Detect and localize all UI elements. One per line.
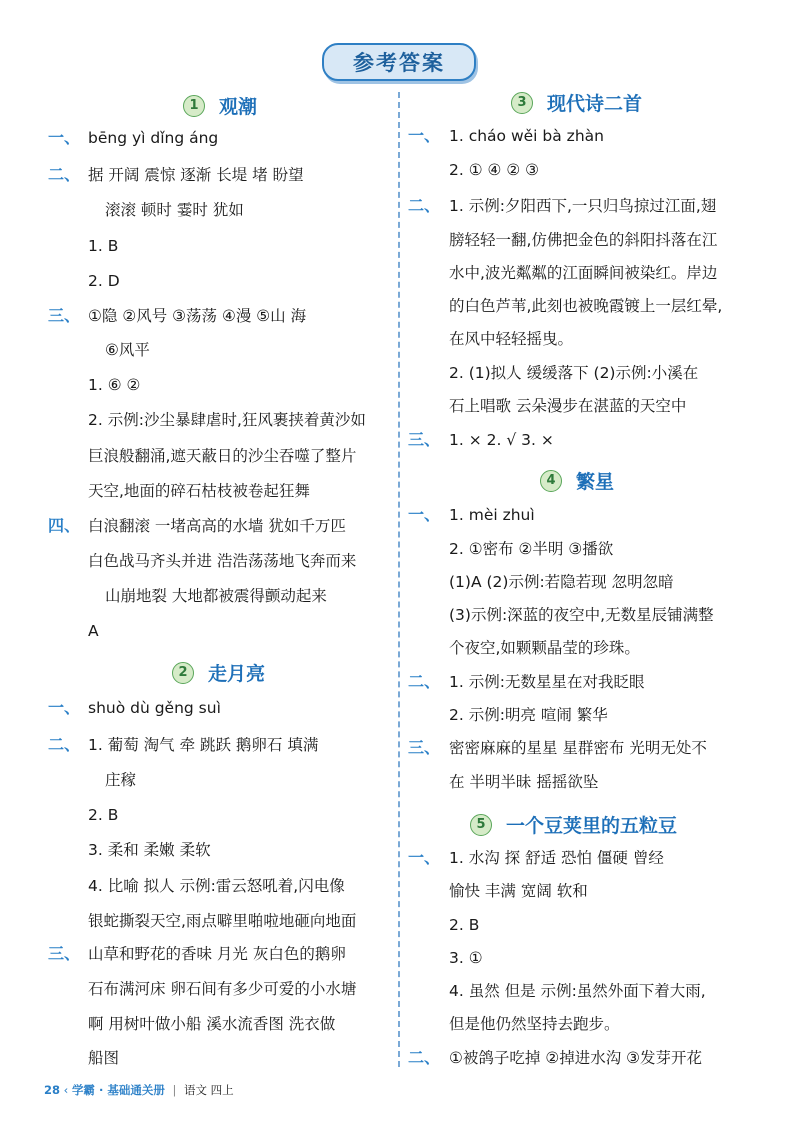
answer-line: 2. ① ④ ② ③ xyxy=(449,161,540,179)
answer-line: 2. (1)拟人 缓缓落下 (2)示例:小溪在 xyxy=(449,364,699,382)
answer-line: 山崩地裂 大地都被震得颤动起来 xyxy=(105,587,327,605)
answer-line: 山草和野花的香味 月光 灰白色的鹅卵 xyxy=(88,945,346,963)
answer-line: (3)示例:深蓝的夜空中,无数星辰铺满整 xyxy=(449,606,714,624)
answer-line: 在 半明半昧 摇摇欲坠 xyxy=(449,773,599,791)
answer-line: 4. 虽然 但是 示例:虽然外面下着大雨, xyxy=(449,982,706,1000)
section-title: 繁星 xyxy=(576,471,615,493)
column-divider xyxy=(398,92,400,1067)
section-heading xyxy=(511,89,642,116)
answer-line: ⑥风平 xyxy=(105,341,150,359)
section-title: 现代诗二首 xyxy=(547,93,643,115)
section-heading xyxy=(540,467,614,494)
answer-line: 据 开阔 震惊 逐渐 长堤 堵 盼望 xyxy=(88,166,304,184)
answer-line: 1. 示例:无数星星在对我眨眼 xyxy=(449,673,645,691)
answer-line: 1. × 2. √ 3. × xyxy=(449,431,554,449)
answer-line: 1. 葡萄 淘气 牵 跳跃 鹅卵石 填满 xyxy=(88,736,319,754)
question-marker: 二、 xyxy=(48,165,81,184)
section-number-badge: 3 xyxy=(511,92,533,114)
book-brand: 学霸 · 基础通关册 xyxy=(71,1083,165,1097)
answer-line: A xyxy=(88,622,99,640)
page-title: 参考答案 xyxy=(322,43,476,81)
answer-line: 膀轻轻一翻,仿佛把金色的斜阳抖落在江 xyxy=(449,231,718,249)
page-number: 28 xyxy=(44,1083,61,1097)
answer-line: 银蛇撕裂天空,雨点噼里啪啦地砸向地面 xyxy=(88,912,357,930)
section-heading xyxy=(172,659,265,686)
answer-line: 2. 示例:沙尘暴肆虐时,狂风裹挟着黄沙如 xyxy=(88,411,366,429)
answer-line: 船图 xyxy=(88,1049,120,1067)
answer-line: 巨浪般翻涌,遮天蔽日的沙尘吞噬了整片 xyxy=(88,447,357,465)
answer-line: 个夜空,如颗颗晶莹的珍珠。 xyxy=(449,639,640,657)
section-number-badge: 4 xyxy=(540,470,562,492)
chevron-right-icon: ‹ xyxy=(63,1083,69,1097)
answer-line: 1. mèi zhuì xyxy=(449,506,535,524)
question-marker: 一、 xyxy=(48,128,81,147)
question-marker: 二、 xyxy=(48,735,81,754)
answer-line: 1. 水沟 探 舒适 恐怕 僵硬 曾经 xyxy=(449,849,664,867)
answer-line: 石布满河床 卵石间有多少可爱的小水塘 xyxy=(88,980,357,998)
answer-line: 2. B xyxy=(449,916,480,934)
answer-line: 4. 比喻 拟人 示例:雷云怒吼着,闪电像 xyxy=(88,877,345,895)
answer-line: 1. cháo wěi bà zhàn xyxy=(449,127,604,145)
answer-line: bēng yì dǐng áng xyxy=(88,129,219,147)
answer-line: 白色战马齐头并进 浩浩荡荡地飞奔而来 xyxy=(88,552,357,570)
question-marker: 二、 xyxy=(408,196,441,215)
answer-line: 水中,波光粼粼的江面瞬间被染红。岸边 xyxy=(449,264,718,282)
page-footer xyxy=(44,1082,234,1098)
section-title: 走月亮 xyxy=(208,663,266,685)
question-marker: 三、 xyxy=(48,944,81,963)
answer-line: ①隐 ②风号 ③荡荡 ④漫 ⑤山 海 xyxy=(88,307,307,325)
section-number-badge: 5 xyxy=(470,814,492,836)
question-marker: 一、 xyxy=(408,848,441,867)
answer-line: 庄稼 xyxy=(105,771,137,789)
answer-line: 的白色芦苇,此刻也被晚霞镀上一层红晕, xyxy=(449,297,723,315)
answer-line: 2. ①密布 ②半明 ③播欲 xyxy=(449,540,614,558)
answer-line: 2. 示例:明亮 喧闹 繁华 xyxy=(449,706,608,724)
question-marker: 二、 xyxy=(408,1048,441,1067)
footer-separator: | xyxy=(172,1083,177,1097)
answer-line: 滚滚 顿时 霎时 犹如 xyxy=(105,201,244,219)
section-title: 一个豆荚里的五粒豆 xyxy=(506,815,678,837)
question-marker: 三、 xyxy=(408,430,441,449)
question-marker: 二、 xyxy=(408,672,441,691)
section-number-badge: 1 xyxy=(183,95,205,117)
answer-line: shuò dù gěng suì xyxy=(88,699,221,717)
answer-line: 天空,地面的碎石枯枝被卷起狂舞 xyxy=(88,482,310,500)
answer-line: 1. 示例:夕阳西下,一只归鸟掠过江面,翅 xyxy=(449,197,717,215)
question-marker: 一、 xyxy=(408,126,441,145)
question-marker: 四、 xyxy=(48,516,81,535)
section-title: 观潮 xyxy=(219,96,258,118)
answer-line: 愉快 丰满 宽阔 软和 xyxy=(449,882,588,900)
answer-line: 2. B xyxy=(88,806,119,824)
question-marker: 一、 xyxy=(408,505,441,524)
answer-line: 啊 用树叶做小船 溪水流香图 洗衣做 xyxy=(88,1015,336,1033)
answer-line: 3. 柔和 柔嫩 柔软 xyxy=(88,841,211,859)
answer-line: 在风中轻轻摇曳。 xyxy=(449,330,574,348)
answer-line: (1)A (2)示例:若隐若现 忽明忽暗 xyxy=(449,573,674,591)
answer-line: 密密麻麻的星星 星群密布 光明无处不 xyxy=(449,739,707,757)
answer-line: 2. D xyxy=(88,272,120,290)
book-subject: 语文 四上 xyxy=(184,1083,234,1097)
answer-line: 1. ⑥ ② xyxy=(88,376,141,394)
answer-line: 石上唱歌 云朵漫步在湛蓝的天空中 xyxy=(449,397,687,415)
answer-line: 1. B xyxy=(88,237,119,255)
answer-line: ①被鸽子吃掉 ②掉进水沟 ③发芽开花 xyxy=(449,1049,703,1067)
section-heading xyxy=(183,92,257,119)
answer-line: 3. ① xyxy=(449,949,483,967)
answer-line: 但是他仍然坚持去跑步。 xyxy=(449,1015,620,1033)
section-number-badge: 2 xyxy=(172,662,194,684)
question-marker: 一、 xyxy=(48,698,81,717)
question-marker: 三、 xyxy=(48,306,81,325)
question-marker: 三、 xyxy=(408,738,441,757)
section-heading xyxy=(470,811,677,838)
answer-line: 白浪翻滚 一堵高高的水墙 犹如千万匹 xyxy=(88,517,346,535)
